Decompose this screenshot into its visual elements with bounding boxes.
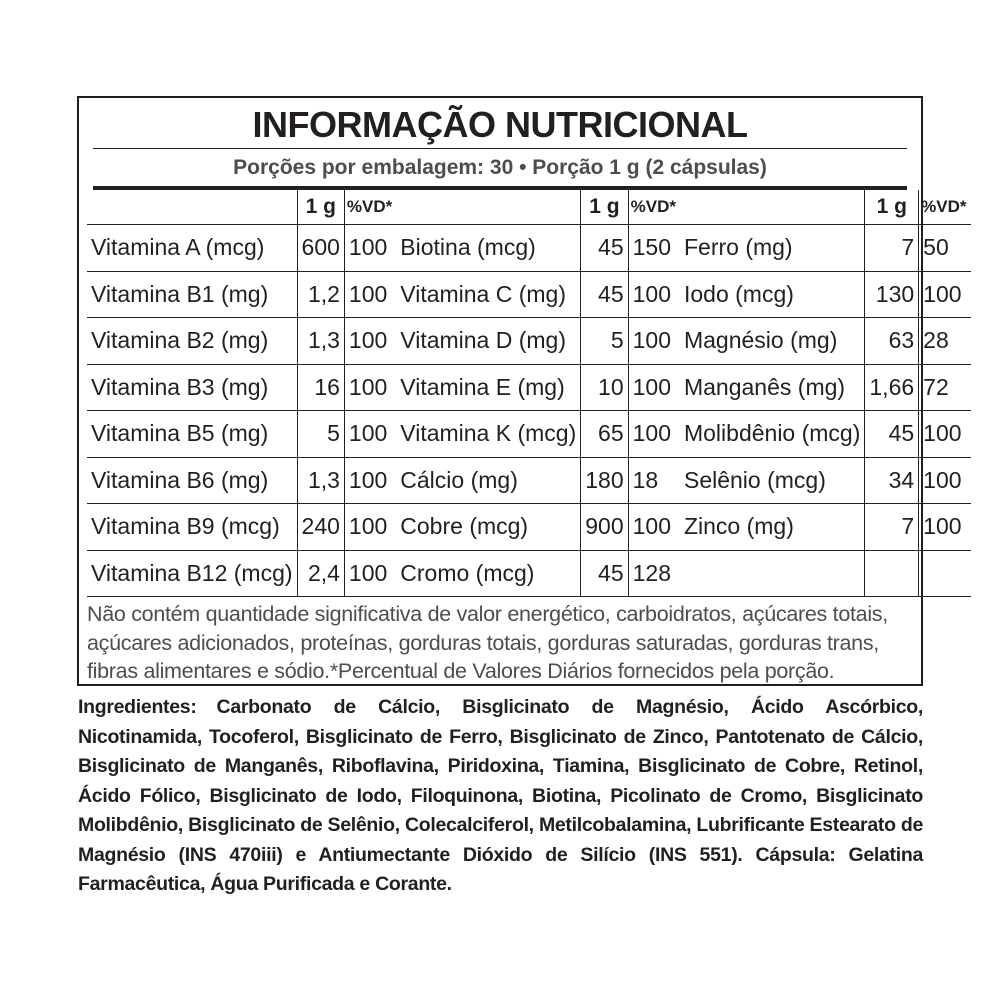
nutrient-dv: 100 (628, 364, 680, 411)
nutrient-amount: 16 (297, 364, 344, 411)
nutrient-name: Vitamina K (mcg) (396, 411, 580, 458)
nutrient-amount: 1,2 (297, 271, 344, 318)
nutrient-row (87, 411, 971, 458)
nutrient-row (87, 318, 971, 365)
nutrient-row (87, 364, 971, 411)
nutrient-dv: 150 (628, 225, 680, 272)
nutrient-amount: 5 (297, 411, 344, 458)
nutrient-dv: 28 (919, 318, 971, 365)
nutrient-dv: 100 (344, 411, 396, 458)
nutrient-row (87, 504, 971, 551)
nutrient-dv: 100 (628, 271, 680, 318)
nutrient-row (87, 271, 971, 318)
header-amount: 1 g (581, 190, 628, 225)
nutrient-dv: 100 (344, 318, 396, 365)
header-dv: %VD* (344, 190, 396, 225)
nutrient-name: Vitamina B3 (mg) (87, 364, 297, 411)
nutrient-amount: 63 (865, 318, 919, 365)
nutrient-dv: 100 (344, 504, 396, 551)
nutrient-amount: 34 (865, 457, 919, 504)
nutrient-amount: 1,66 (865, 364, 919, 411)
nutrient-amount: 5 (581, 318, 628, 365)
footnote: Não contém quantidade significativa de valor energético, carboidratos, açúcares totais, açúcares adicionados, proteínas, gorduras totais, gorduras saturadas, gorduras trans, fibras alimentares e sódio.*Percentual de Valores Diários fornecidos pela porção. (87, 602, 888, 683)
nutrient-dv: 100 (344, 364, 396, 411)
nutrient-amount: 1,3 (297, 318, 344, 365)
nutrient-name: Iodo (mcg) (680, 271, 865, 318)
header-dv: %VD* (628, 190, 680, 225)
nutrient-dv: 100 (344, 550, 396, 597)
nutrient-dv (919, 550, 971, 597)
nutrient-row (87, 550, 971, 597)
nutrient-name: Vitamina A (mcg) (87, 225, 297, 272)
nutrient-name: Vitamina E (mg) (396, 364, 580, 411)
nutrient-name: Selênio (mcg) (680, 457, 865, 504)
panel-title: INFORMAÇÃO NUTRICIONAL (252, 104, 748, 145)
nutrient-name: Vitamina B1 (mg) (87, 271, 297, 318)
nutrient-name (680, 550, 865, 597)
ingredients-list (78, 693, 923, 900)
nutrient-amount: 240 (297, 504, 344, 551)
nutrient-amount (865, 550, 919, 597)
nutrient-dv: 100 (628, 411, 680, 458)
nutrient-amount: 65 (581, 411, 628, 458)
nutrient-amount: 600 (297, 225, 344, 272)
ingredients-label: Ingredientes: (78, 696, 197, 718)
nutrient-dv: 100 (344, 457, 396, 504)
ingredients-text: Carbonato de Cálcio, Bisglicinato de Magnésio, Ácido Ascórbico, Nicotinamida, Tocoferol, Bisglicinato de Ferro, Bisglicinato de Zinco, Pantotenato de Cálcio, Bisglicinato de Manganês, Riboflavina, Piridoxina, Tiamina, Bisglicinato de Cobre, Retinol, Ácido Fólico, Bisglicinato de Iodo, Filoquinona, Biotina, Picolinato de Cromo, Bisglicinato Molibdênio, Bisglicinato de Selênio, Colecalciferol, Metilcobalamina, Lubrificante Estearato de Magnésio (INS 470iii) e Antiumectante Dióxido de Silício (INS 551). Cápsula: Gelatina Farmacêutica, Água Purificada e Corante. (78, 696, 923, 895)
nutrient-dv: 100 (919, 457, 971, 504)
nutrient-name: Molibdênio (mcg) (680, 411, 865, 458)
header-blank (396, 190, 580, 225)
nutrient-dv: 72 (919, 364, 971, 411)
nutrient-dv: 50 (919, 225, 971, 272)
nutrient-name: Zinco (mg) (680, 504, 865, 551)
nutrient-name: Cromo (mcg) (396, 550, 580, 597)
nutrient-name: Cálcio (mg) (396, 457, 580, 504)
nutrient-dv: 100 (919, 504, 971, 551)
nutrient-amount: 1,3 (297, 457, 344, 504)
nutrient-amount: 45 (581, 225, 628, 272)
nutrient-row (87, 457, 971, 504)
nutrient-name: Vitamina B12 (mcg) (87, 550, 297, 597)
nutrient-amount: 7 (865, 504, 919, 551)
nutrient-table (87, 190, 971, 597)
nutrient-amount: 180 (581, 457, 628, 504)
nutrition-facts-panel (77, 96, 967, 686)
nutrient-name: Vitamina B5 (mg) (87, 411, 297, 458)
nutrient-name: Vitamina D (mg) (396, 318, 580, 365)
nutrient-name: Biotina (mcg) (396, 225, 580, 272)
header-dv: %VD* (919, 190, 971, 225)
header-amount: 1 g (297, 190, 344, 225)
nutrient-name: Vitamina B9 (mcg) (87, 504, 297, 551)
nutrient-amount: 7 (865, 225, 919, 272)
nutrient-dv: 100 (344, 271, 396, 318)
title-divider (93, 148, 907, 149)
table-header-row (87, 190, 971, 225)
nutrient-dv: 100 (628, 504, 680, 551)
nutrient-row (87, 225, 971, 272)
nutrient-dv: 100 (344, 225, 396, 272)
nutrient-dv: 18 (628, 457, 680, 504)
nutrient-amount: 900 (581, 504, 628, 551)
nutrient-name: Cobre (mcg) (396, 504, 580, 551)
serving-info: Porções por embalagem: 30 • Porção 1 g (2 cápsulas) (233, 156, 767, 179)
nutrient-dv: 100 (919, 271, 971, 318)
nutrient-amount: 2,4 (297, 550, 344, 597)
nutrient-name: Magnésio (mg) (680, 318, 865, 365)
nutrient-dv: 100 (628, 318, 680, 365)
nutrient-amount: 45 (865, 411, 919, 458)
header-blank (680, 190, 865, 225)
nutrient-amount: 10 (581, 364, 628, 411)
header-amount: 1 g (865, 190, 919, 225)
nutrient-amount: 130 (865, 271, 919, 318)
nutrient-name: Vitamina B6 (mg) (87, 457, 297, 504)
nutrient-name: Vitamina C (mg) (396, 271, 580, 318)
nutrient-name: Manganês (mg) (680, 364, 865, 411)
nutrient-amount: 45 (581, 271, 628, 318)
nutrient-dv: 100 (919, 411, 971, 458)
nutrient-amount: 45 (581, 550, 628, 597)
nutrient-dv: 128 (628, 550, 680, 597)
header-blank (87, 190, 297, 225)
nutrient-name: Ferro (mg) (680, 225, 865, 272)
nutrient-name: Vitamina B2 (mg) (87, 318, 297, 365)
